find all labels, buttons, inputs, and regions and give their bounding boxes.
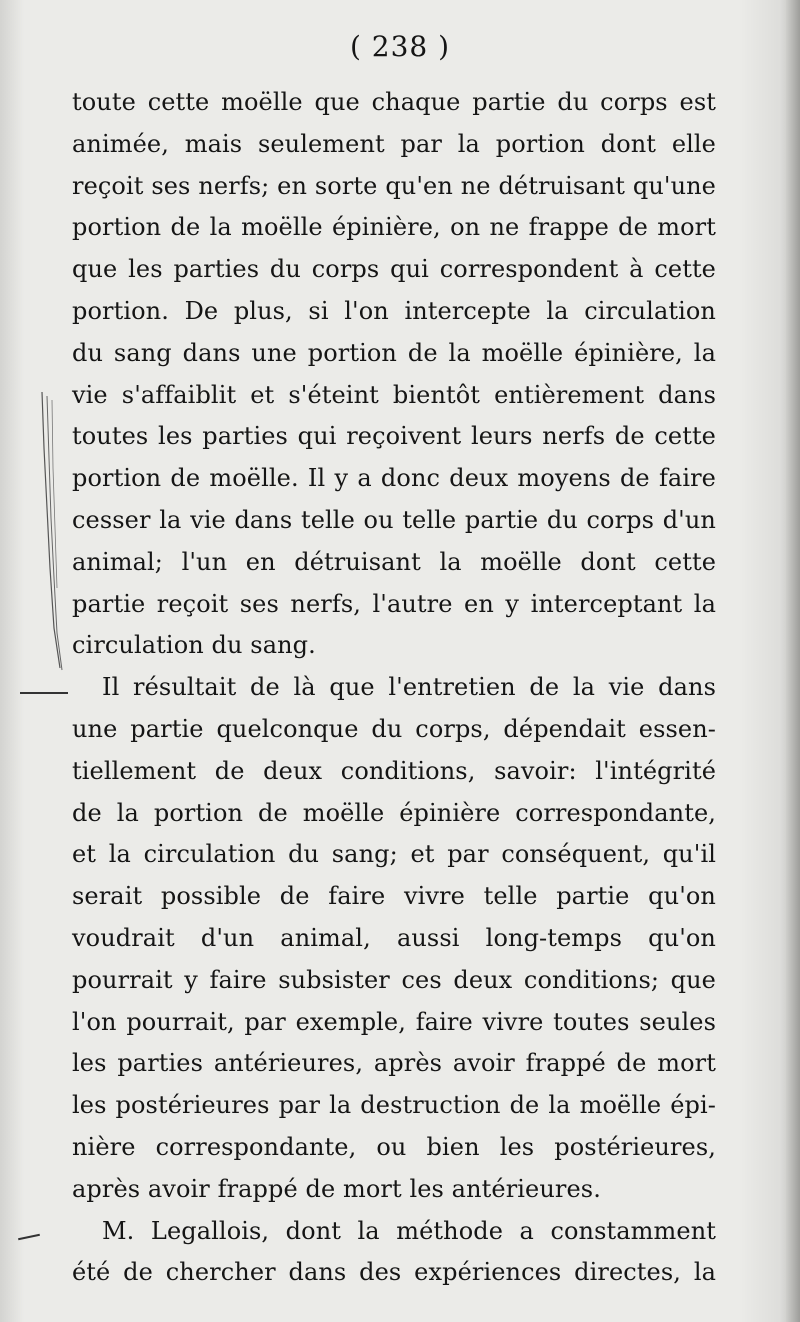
text-line: reçoit ses nerfs; en sorte qu'en ne détruisant qu'une bbox=[72, 171, 716, 200]
text-line: serait possible de faire vivre telle partie qu'on bbox=[72, 882, 716, 911]
text-line: M. Legallois, dont la méthode a constamment bbox=[102, 1216, 716, 1245]
text-line: Il résultait de là que l'entretien de la vie dans bbox=[102, 673, 716, 702]
body-text bbox=[72, 82, 716, 1294]
margin-dash-mark bbox=[20, 692, 68, 694]
text-line: l'on pourrait, par exemple, faire vivre toutes seules bbox=[72, 1007, 716, 1036]
text-line: après avoir frappé de mort les antérieures. bbox=[72, 1174, 601, 1203]
text-line: partie reçoit ses nerfs, l'autre en y interceptant la bbox=[72, 589, 716, 618]
text-line: vie s'affaiblit et s'éteint bientôt entièrement dans bbox=[72, 380, 716, 409]
text-line: du sang dans une portion de la moëlle épinière, la bbox=[72, 338, 716, 367]
text-line: les postérieures par la destruction de la moëlle épi- bbox=[72, 1091, 716, 1120]
text-line: été de chercher dans des expériences directes, la bbox=[72, 1258, 716, 1287]
text-line: voudrait d'un animal, aussi long-temps qu'on bbox=[72, 923, 716, 952]
text-line: portion de la moëlle épinière, on ne frappe de mort bbox=[72, 213, 716, 242]
text-line: portion. De plus, si l'on intercepte la circulation bbox=[72, 296, 716, 325]
text-line: tiellement de deux conditions, savoir: l'intégrité bbox=[72, 756, 716, 785]
text-line: nière correspondante, ou bien les postérieures, bbox=[72, 1132, 716, 1161]
text-line: une partie quelconque du corps, dépendait essen- bbox=[72, 714, 716, 743]
text-line: les parties antérieures, après avoir frappé de mort bbox=[72, 1049, 716, 1078]
page-number: ( 238 ) bbox=[349, 30, 451, 63]
text-line: et la circulation du sang; et par conséquent, qu'il bbox=[72, 840, 716, 869]
page-edge-shadow bbox=[786, 0, 800, 1322]
text-line: de la portion de moëlle épinière correspondante, bbox=[72, 798, 716, 827]
text-line: que les parties du corps qui correspondent à cette bbox=[72, 255, 716, 284]
text-line: cesser la vie dans telle ou telle partie du corps d'un bbox=[72, 505, 716, 534]
text-line: animée, mais seulement par la portion dont elle bbox=[72, 129, 716, 158]
text-line: toute cette moëlle que chaque partie du corps est bbox=[72, 88, 716, 116]
text-line: animal; l'un en détruisant la moëlle dont cette bbox=[72, 547, 716, 576]
text-line: toutes les parties qui reçoivent leurs nerfs de cette bbox=[72, 422, 716, 451]
text-line: pourrait y faire subsister ces deux conditions; que bbox=[72, 965, 716, 994]
text-line: circulation du sang. bbox=[72, 631, 316, 660]
margin-dash-mark bbox=[18, 1234, 40, 1241]
margin-pencil-mark bbox=[38, 388, 64, 672]
text-line: portion de moëlle. Il y a donc deux moyens de faire bbox=[72, 464, 716, 493]
